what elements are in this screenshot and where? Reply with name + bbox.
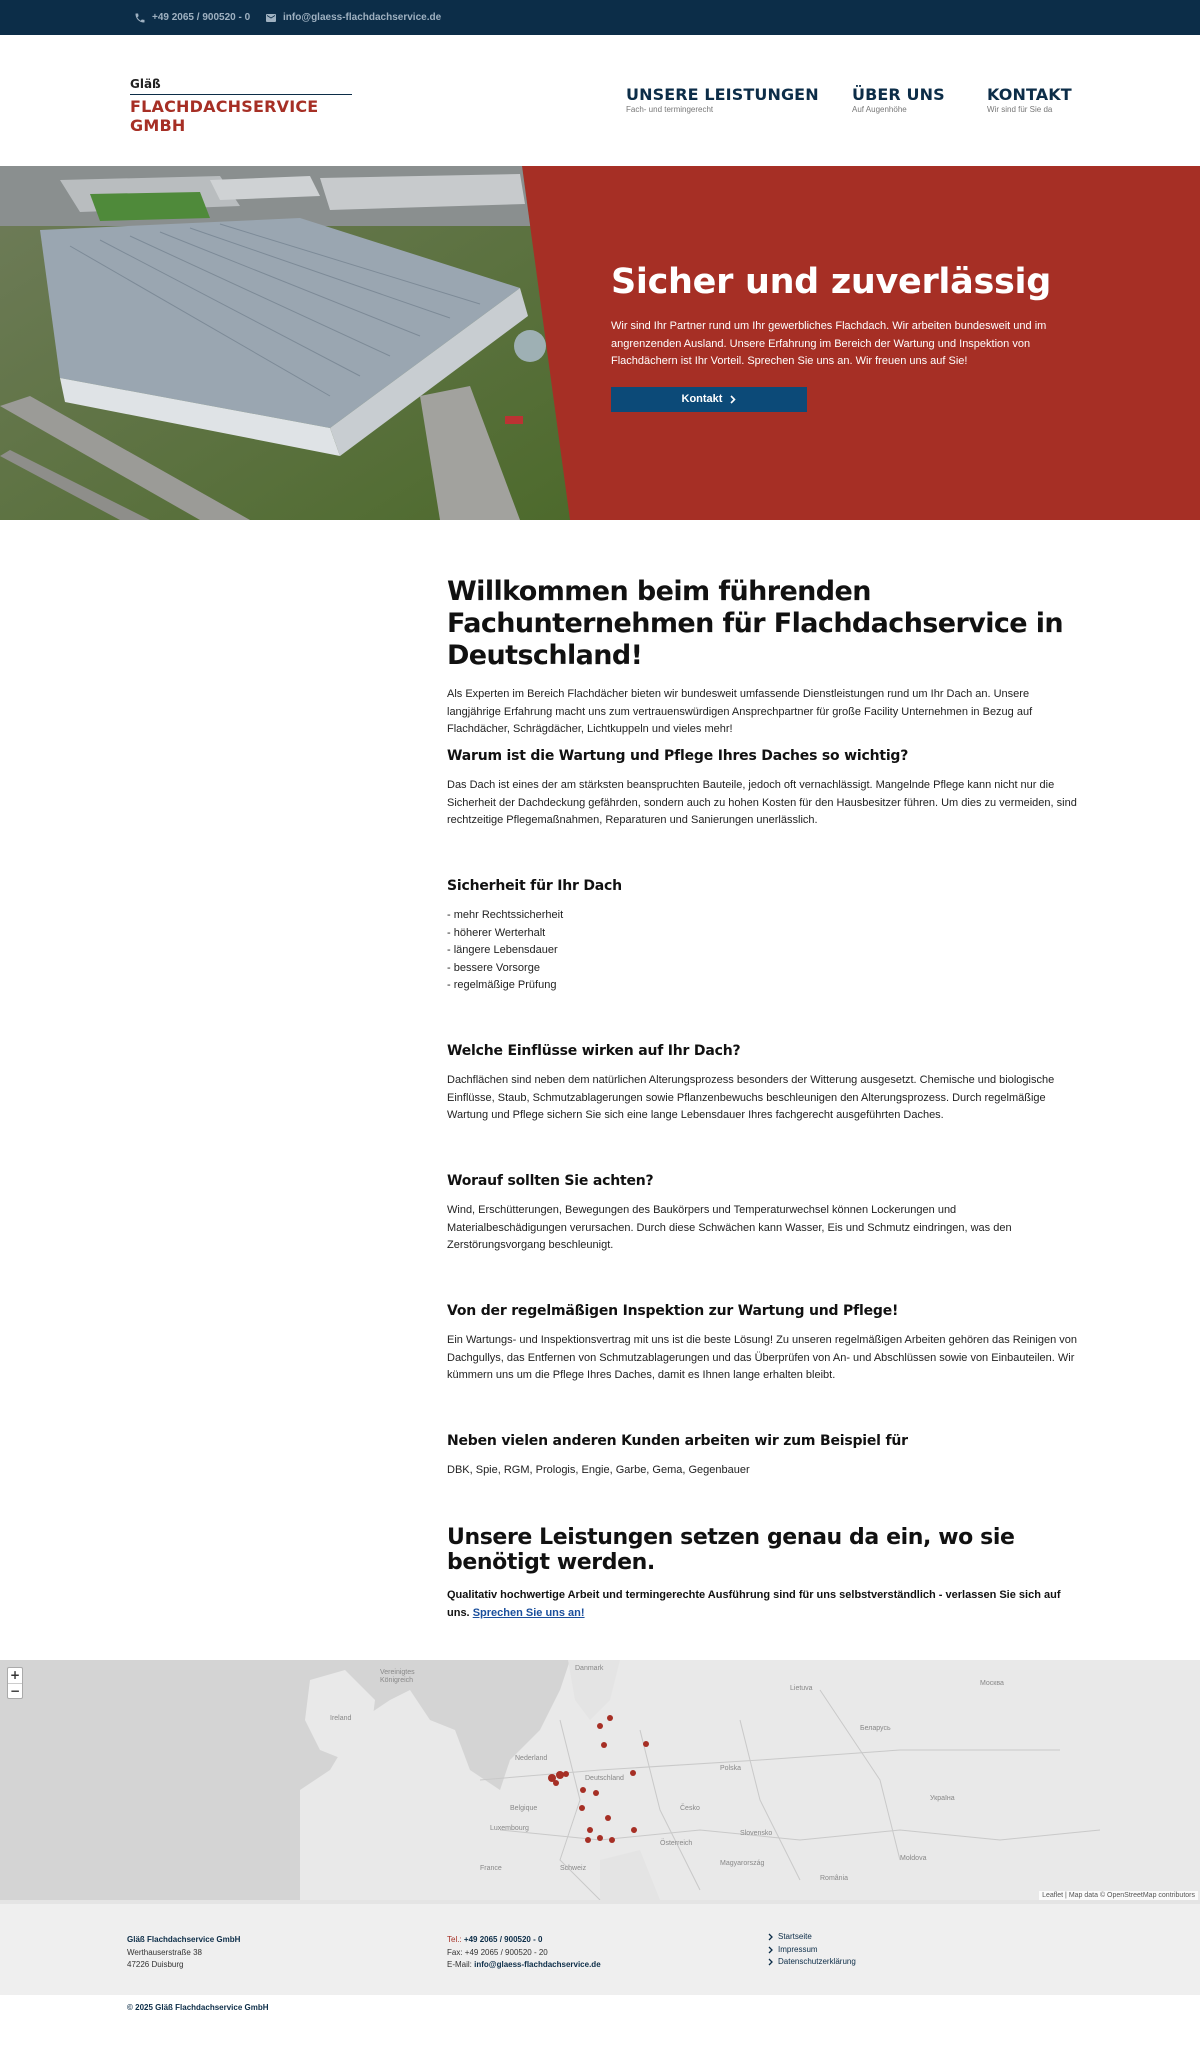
logo-divider bbox=[130, 94, 352, 95]
welcome-text: Als Experten im Bereich Flachdächer bieten wir bundesweit umfassende Dienstleistungen rund um Ihr Dach an. Unsere langjährige Erfahrung macht uns zum vertrauenswürdigen Ansprechpartner für große Facility Unternehmen in Bezug auf Flachdächer, Schrägdächer, Lichtkuppeln und vieles mehr! bbox=[447, 688, 1033, 735]
footer-fax: Fax: +49 2065 / 900520 - 20 bbox=[447, 1947, 548, 1957]
section-text: Wind, Erschütterungen, Bewegungen des Baukörpers und Temperaturwechsel können Lockerungen und Materialbeschädigungen verursachen. Durch diese Schwächen kann Wasser, Eis und Schmutz eindringen, was den Zerstörungsvorgang beschleunigt. bbox=[447, 1204, 1012, 1251]
copyright: © 2025 Gläß Flachdachservice GmbH bbox=[127, 2003, 269, 2012]
site-header bbox=[0, 35, 1200, 166]
map-tiles bbox=[0, 1660, 1200, 1900]
footer-link-label: Datenschutzerklärung bbox=[778, 1957, 856, 1966]
svg-text:Königreich: Königreich bbox=[380, 1677, 414, 1684]
hero-title: Sicher und zuverlässig bbox=[611, 262, 1051, 302]
section-inspection bbox=[447, 1303, 1077, 1385]
zoom-out-button[interactable]: − bbox=[9, 1684, 21, 1698]
nav-item-title: ÜBER UNS bbox=[852, 85, 945, 104]
topbar-email-link[interactable] bbox=[265, 0, 441, 35]
svg-text:Polska: Polska bbox=[720, 1765, 742, 1772]
nav-item-leistungen[interactable] bbox=[626, 85, 819, 114]
footer-street: Werthauserstraße 38 bbox=[127, 1947, 202, 1957]
nav-item-subtitle: Auf Augenhöhe bbox=[852, 105, 907, 114]
contact-link[interactable]: Sprechen Sie uns an! bbox=[472, 1606, 585, 1619]
svg-text:Nederland: Nederland bbox=[515, 1755, 548, 1762]
section-heading: Sicherheit für Ihr Dach bbox=[447, 878, 622, 894]
footer-link-label: Impressum bbox=[778, 1944, 818, 1954]
svg-text:Moldova: Moldova bbox=[900, 1855, 927, 1862]
chevron-right-icon bbox=[768, 1958, 774, 1966]
topbar-email-text: info@glaess-flachdachservice.de bbox=[283, 12, 442, 23]
svg-text:Slovensko: Slovensko bbox=[740, 1830, 773, 1837]
svg-text:France: France bbox=[480, 1865, 502, 1872]
svg-text:Lietuva: Lietuva bbox=[790, 1685, 813, 1692]
customers-text: DBK, Spie, RGM, Prologis, Engie, Garbe, Gema, Gegenbauer bbox=[447, 1464, 750, 1476]
svg-text:Москва: Москва bbox=[980, 1680, 1004, 1687]
section-heading: Warum ist die Wartung und Pflege Ihres Daches so wichtig? bbox=[447, 748, 909, 764]
logo-line-2: FLACHDACHSERVICE GMBH bbox=[130, 97, 319, 135]
welcome-block bbox=[447, 576, 1077, 739]
safety-list bbox=[447, 907, 1077, 995]
phone-icon bbox=[134, 12, 146, 24]
section-text: Ein Wartungs- und Inspektionsvertrag mit uns ist die beste Lösung! Zu unseren regelmäßigen Arbeiten gehören das Reinigen von Dachgullys, das Entfernen von Schmutzablagerungen und das Überprüfen von An- und Abschlüssen sowie von Einbauteilen. Wir kümmern uns um die Pflege Ihres Daches, damit es Ihnen lange erhalten bleibt. bbox=[447, 1334, 1078, 1381]
svg-text:Belgique: Belgique bbox=[510, 1805, 538, 1812]
footer-contact bbox=[447, 1934, 601, 1972]
section-text: Das Dach ist eines der am stärksten beanspruchten Bauteile, jedoch oft vernachlässigt. Mangelnde Pflege kann nicht nur die Sicherheit der Dachdeckung gefährden, sondern auch zu hohen Kosten für den Hausbesitzer führen. Um dies zu vermeiden, sind rechtzeitige Pflegemaßnahmen, Reparaturen und Sanierungen unerlässlich. bbox=[447, 779, 1077, 826]
zoom-in-button[interactable]: + bbox=[9, 1668, 21, 1682]
svg-text:Беларусь: Беларусь bbox=[860, 1725, 891, 1732]
list-item: - bessere Vorsorge bbox=[447, 961, 540, 974]
section-customers bbox=[447, 1433, 1077, 1480]
hero-text: Wir sind Ihr Partner rund um Ihr gewerbliches Flachdach. Wir arbeiten bundesweit und im angrenzenden Ausland. Unsere Erfahrung im Bereich der Wartung und Inspektion von Flachdächern ist Ihr Vorteil. Sprechen Sie uns an. Wir freuen uns auf Sie! bbox=[611, 320, 1047, 367]
section-services bbox=[447, 1525, 1077, 1622]
logo-line-1: Gläß bbox=[130, 77, 161, 91]
hero-section bbox=[0, 166, 1200, 520]
hero-button-label: Kontakt bbox=[681, 393, 723, 405]
svg-text:Česko: Česko bbox=[680, 1805, 700, 1812]
nav-item-ueber-uns[interactable] bbox=[852, 85, 945, 114]
section-heading: Neben vielen anderen Kunden arbeiten wir zum Beispiel für bbox=[447, 1433, 908, 1449]
svg-text:Deutschland: Deutschland bbox=[585, 1775, 624, 1782]
chevron-right-icon bbox=[730, 395, 736, 404]
footer-company-name: Gläß Flachdachservice GmbH bbox=[127, 1935, 241, 1944]
nav-item-title: UNSERE LEISTUNGEN bbox=[626, 85, 819, 104]
section-heading: Von der regelmäßigen Inspektion zur Wartung und Pflege! bbox=[447, 1303, 899, 1319]
svg-text:România: România bbox=[820, 1875, 849, 1882]
hero-content bbox=[611, 262, 1071, 412]
list-item: - regelmäßige Prüfung bbox=[447, 979, 557, 991]
services-heading: Unsere Leistungen setzen genau da ein, wo sie benötigt werden. bbox=[447, 1525, 1015, 1575]
nav-item-kontakt[interactable] bbox=[987, 85, 1072, 114]
svg-text:Schweiz: Schweiz bbox=[560, 1865, 587, 1872]
section-influences bbox=[447, 1043, 1077, 1125]
footer-link-startseite[interactable] bbox=[768, 1931, 856, 1944]
chevron-right-icon bbox=[768, 1933, 774, 1941]
company-logo[interactable] bbox=[130, 77, 355, 135]
list-item: - höherer Werterhalt bbox=[447, 926, 546, 939]
mail-icon bbox=[265, 12, 277, 24]
footer-phone-link[interactable]: +49 2065 / 900520 - 0 bbox=[463, 1935, 543, 1944]
footer-city: 47226 Duisburg bbox=[127, 1960, 184, 1969]
footer-links bbox=[768, 1931, 856, 1969]
footer-link-impressum[interactable] bbox=[768, 1944, 856, 1957]
section-maintenance bbox=[447, 748, 1077, 830]
topbar-phone-link[interactable] bbox=[134, 0, 250, 35]
section-safety bbox=[447, 878, 1077, 995]
services-lead-text: Qualitativ hochwertige Arbeit und termingerechte Ausführung sind für uns selbstverständlich - verlassen Sie sich auf uns. bbox=[447, 1589, 1061, 1619]
nav-item-title: KONTAKT bbox=[987, 85, 1072, 104]
footer-address bbox=[127, 1934, 240, 1972]
map-zoom-control bbox=[7, 1667, 23, 1699]
svg-text:Danmark: Danmark bbox=[575, 1665, 604, 1672]
welcome-heading: Willkommen beim führenden Fachunternehmen für Flachdachservice in Deutschland! bbox=[447, 576, 1064, 671]
section-heading: Worauf sollten Sie achten? bbox=[447, 1173, 654, 1189]
nav-item-subtitle: Fach- und termingerecht bbox=[626, 105, 714, 114]
locations-map[interactable] bbox=[0, 1660, 1200, 1900]
section-text: Dachflächen sind neben dem natürlichen Alterungsprozess besonders der Witterung ausgesetzt. Chemische und biologische Einflüsse, Staub, Schmutzablagerungen sowie Pflanzenbewuchs beschleunigen den Alterungsprozess. Durch regelmäßige Wartung und Pflege sichern Sie sich eine lange Lebensdauer Ihres fachgerecht ausgeführten Daches. bbox=[447, 1074, 1055, 1121]
svg-text:Österreich: Österreich bbox=[660, 1840, 693, 1847]
svg-text:Vereinigtes: Vereinigtes bbox=[380, 1669, 415, 1676]
list-item: - längere Lebensdauer bbox=[447, 944, 558, 956]
top-contact-bar bbox=[0, 0, 1200, 35]
topbar-phone-text: +49 2065 / 900520 - 0 bbox=[152, 12, 251, 23]
list-item: - mehr Rechtssicherheit bbox=[447, 909, 564, 921]
footer-link-datenschutz[interactable] bbox=[768, 1956, 856, 1969]
services-text bbox=[447, 1587, 1077, 1622]
chevron-right-icon bbox=[768, 1946, 774, 1954]
map-attribution[interactable]: Leaflet | Map data © OpenStreetMap contributors bbox=[1039, 1891, 1198, 1900]
hero-contact-button[interactable] bbox=[611, 387, 807, 412]
svg-text:Luxembourg: Luxembourg bbox=[490, 1825, 529, 1832]
footer-tel-label: Tel.: bbox=[447, 1935, 464, 1944]
svg-text:Україна: Україна bbox=[930, 1795, 955, 1802]
nav-item-subtitle: Wir sind für Sie da bbox=[987, 105, 1053, 114]
section-heading: Welche Einflüsse wirken auf Ihr Dach? bbox=[447, 1043, 741, 1059]
svg-text:Ireland: Ireland bbox=[330, 1715, 352, 1722]
footer-link-label: Startseite bbox=[778, 1932, 812, 1941]
section-attention bbox=[447, 1173, 1077, 1255]
svg-text:Magyarország: Magyarország bbox=[720, 1860, 765, 1867]
footer-email-label: E-Mail: bbox=[447, 1960, 475, 1969]
footer-email-link[interactable]: info@glaess-flachdachservice.de bbox=[474, 1960, 601, 1969]
site-footer bbox=[0, 1900, 1200, 1995]
